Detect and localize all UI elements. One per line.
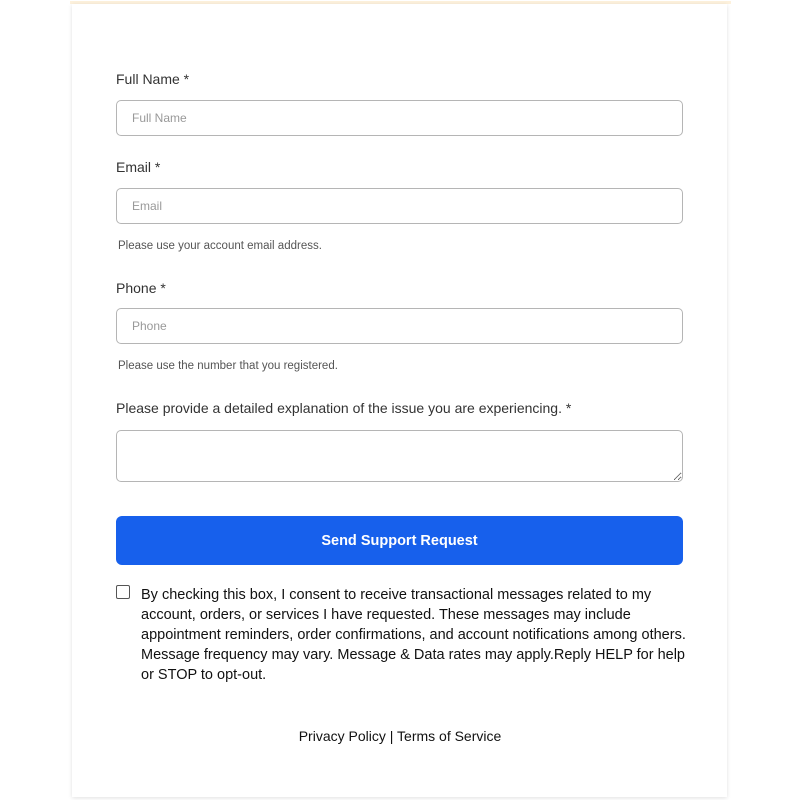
privacy-policy-link[interactable]: Privacy Policy	[298, 728, 386, 744]
full-name-label: Full Name *	[116, 71, 190, 87]
send-support-request-button[interactable]: Send Support Request	[116, 516, 683, 565]
phone-label: Phone *	[116, 280, 166, 296]
explanation-textarea[interactable]	[116, 430, 683, 482]
consent-text: By checking this box, I consent to receive transactional messages related to my account, orders, or services I have requested. These messages may include appointment reminders, order confirmations, and account notifications among others. Message frequency may vary. Message & Data rates may apply.Reply HELP for help or STOP to opt-out.	[141, 587, 686, 683]
email-label: Email *	[116, 159, 161, 175]
explanation-label: Please provide a detailed explanation of the issue you are experiencing. *	[116, 400, 572, 416]
email-input[interactable]	[116, 188, 683, 224]
consent-checkbox[interactable]	[116, 585, 130, 599]
terms-of-service-link[interactable]: Terms of Service	[397, 728, 502, 744]
phone-input[interactable]	[116, 308, 683, 344]
footer-links	[0, 728, 800, 744]
full-name-input[interactable]	[116, 100, 683, 136]
phone-help-text: Please use the number that you registered.	[118, 360, 338, 372]
footer-separator: |	[385, 728, 398, 744]
email-help-text: Please use your account email address.	[118, 240, 322, 252]
